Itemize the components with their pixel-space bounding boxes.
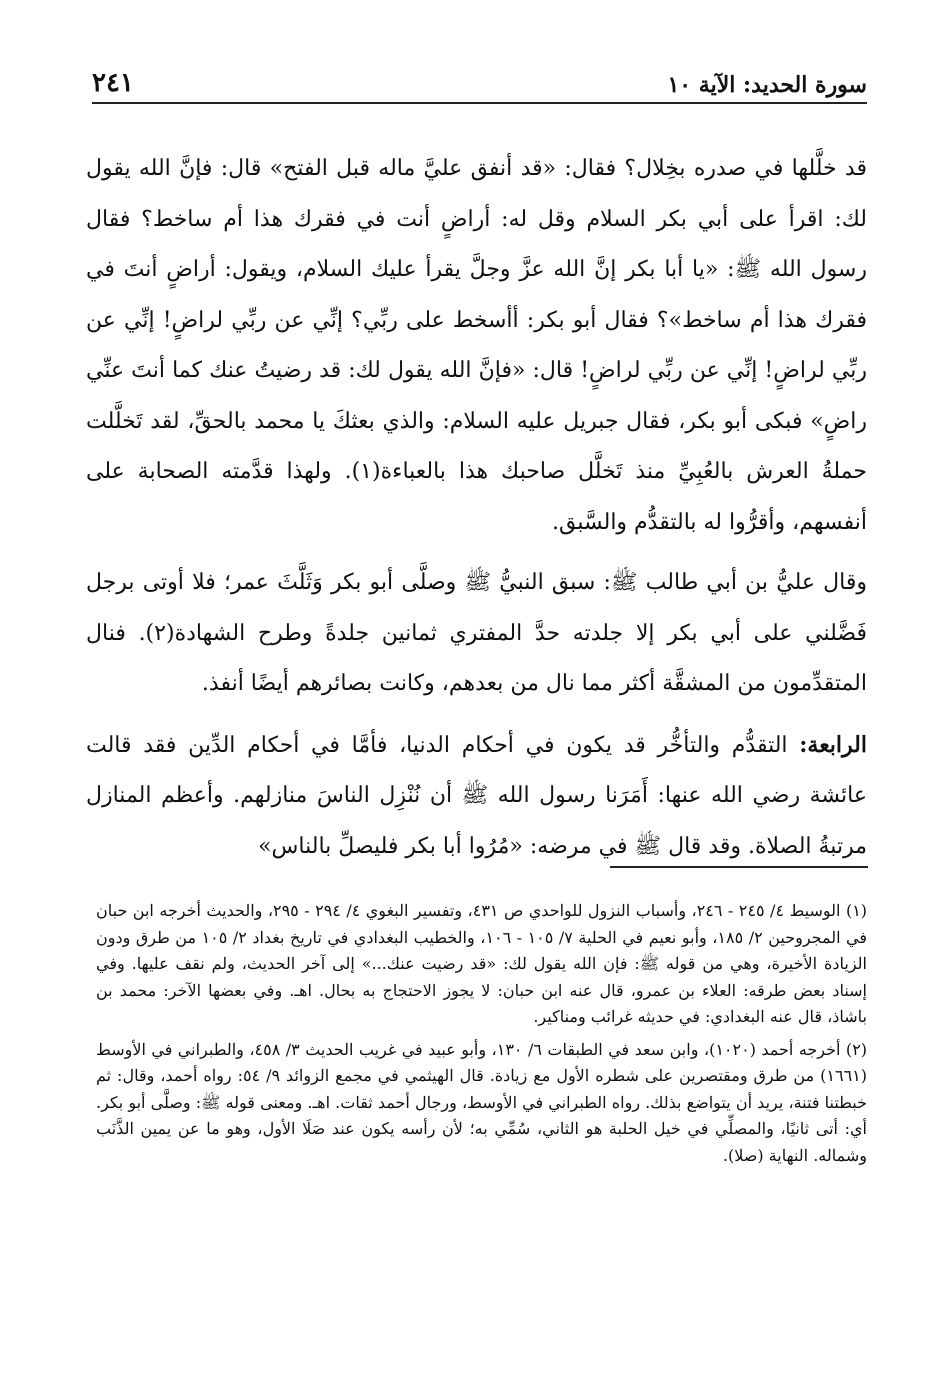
running-header <box>92 64 867 104</box>
footnote-1: (١) الوسيط ٤/ ٢٤٥ - ٢٤٦، وأسباب النزول للواحدي ص ٤٣١، وتفسير البغوي ٤/ ٢٩٤ - ٢٩٥، والحديث أخرجه ابن حبان في المجروحين ٢/ ١٨٥، وأبو نعيم في الحلية ٧/ ١٠٥ - ١٠٦، والخطيب البغدادي في تاريخ بغداد ٢/ ١٠٥ من طرق ودون الزيادة الأخيرة، وهي من قوله ﷺ: فإن الله يقول لك: «قد رضيت عنك...» إلى آخر الحديث، ولم نقف عليها. وفي إسناد بعض طرقه: العلاء بن عمرو، قال عنه ابن حبان: لا يجوز الاحتجاج به بحال. اهـ. وفي بعضها الآخر: محمد بن باشاذ، قال عنه البغدادي: في حديثه غرائب ومناكير. <box>96 901 868 1026</box>
footnotes <box>96 898 867 1175</box>
paragraph-2: وقال عليُّ بن أبي طالب ﷺ: سبق النبيُّ ﷺ وصلَّى أبو بكر وَثَلَّثَ عمر؛ فلا أوتى برجل فَضَّلني على أبي بكر إلا جلدته حدَّ المفتري ثمانين جلدةً وطرح الشهادة(٢). فنال المتقدِّمون من المشقَّة أكثر مما نال من بعدهم، وكانت بصائرهم أيضًا أنفذ. <box>86 570 868 696</box>
paragraph-1: قد خلَّلها في صدره بخِلال؟ فقال: «قد أنفق عليَّ ماله قبل الفتح» قال: فإنَّ الله يقول لك: اقرأ على أبي بكر السلام وقل له: أراضٍ أنت في فقرك هذا أم ساخط؟ فقال رسول الله ﷺ: «يا أبا بكر إنَّ الله عزَّ وجلَّ يقرأ عليك السلام، ويقول: أراضٍ أنتَ في فقرك هذا أم ساخط»؟ فقال أبو بكر: أأسخط على ربِّي؟ إنِّي عن ربِّي لراضٍ! إنِّي عن ربِّي لراضٍ! إنِّي عن ربِّي لراضٍ! قال: «فإنَّ الله يقول لك: قد رضيتُ عنك كما أنتَ عنِّي راضٍ» فبكى أبو بكر، فقال جبريل عليه السلام: والذي بعثكَ يا محمد بالحقِّ، لقد تَخلَّلت حملةُ العرش بالعُبِيِّ منذ تَخلَّل صاحبك هذا بالعباءة(١). ولهذا قدَّمته الصحابة على أنفسهم، وأقرُّوا له بالتقدُّم والسَّبق. <box>86 156 868 535</box>
main-text <box>86 144 867 872</box>
paragraph-3-lead: الرابعة: <box>799 731 867 758</box>
footnote-2: (٢) أخرجه أحمد (١٠٢٠)، وابن سعد في الطبقات ٦/ ١٣٠، وأبو عبيد في غريب الحديث ٣/ ٤٥٨، والطبراني في الأوسط (١٦٦١) من طرق ومقتصرين على شطره الأول مع زيادة. قال الهيثمي في مجمع الزوائد ٩/ ٥٤: رواه أحمد، وقال: ثم خبطتنا فتنة، يريد أن يتواضع بذلك. رواه الطبراني في الأوسط، ورجال أحمد ثقات. اهـ. ومعنى قوله ﷺ: وصلَّى أبو بكر. أي: أتى ثانيًا، والمصلِّي في خيل الحلبة هو الثاني، سُمِّي به؛ لأن رأسه يكون عند صَلَا الأول، وهو ما عن يمين الذَّنَب وشماله. النهاية (صلا). <box>96 1039 868 1165</box>
paragraph-3 <box>86 720 867 873</box>
paragraph-3-text: التقدُّم والتأخُّر قد يكون في أحكام الدنيا، فأمَّا في أحكام الدِّين فقد قالت عائشة رضي الله عنها: أَمَرَنا رسول الله ﷺ أن نُنْزِل الناسَ منازلهم. وأعظم المنازل مرتبةُ الصلاة. وقد قال ﷺ في مرضه: «مُرُوا أبا بكر فليصلِّ بالناس» <box>86 732 867 859</box>
running-title: سورة الحديد: الآية ١٠ <box>667 72 867 98</box>
page-number: ٢٤١ <box>92 68 134 98</box>
footnote-divider <box>610 866 868 868</box>
